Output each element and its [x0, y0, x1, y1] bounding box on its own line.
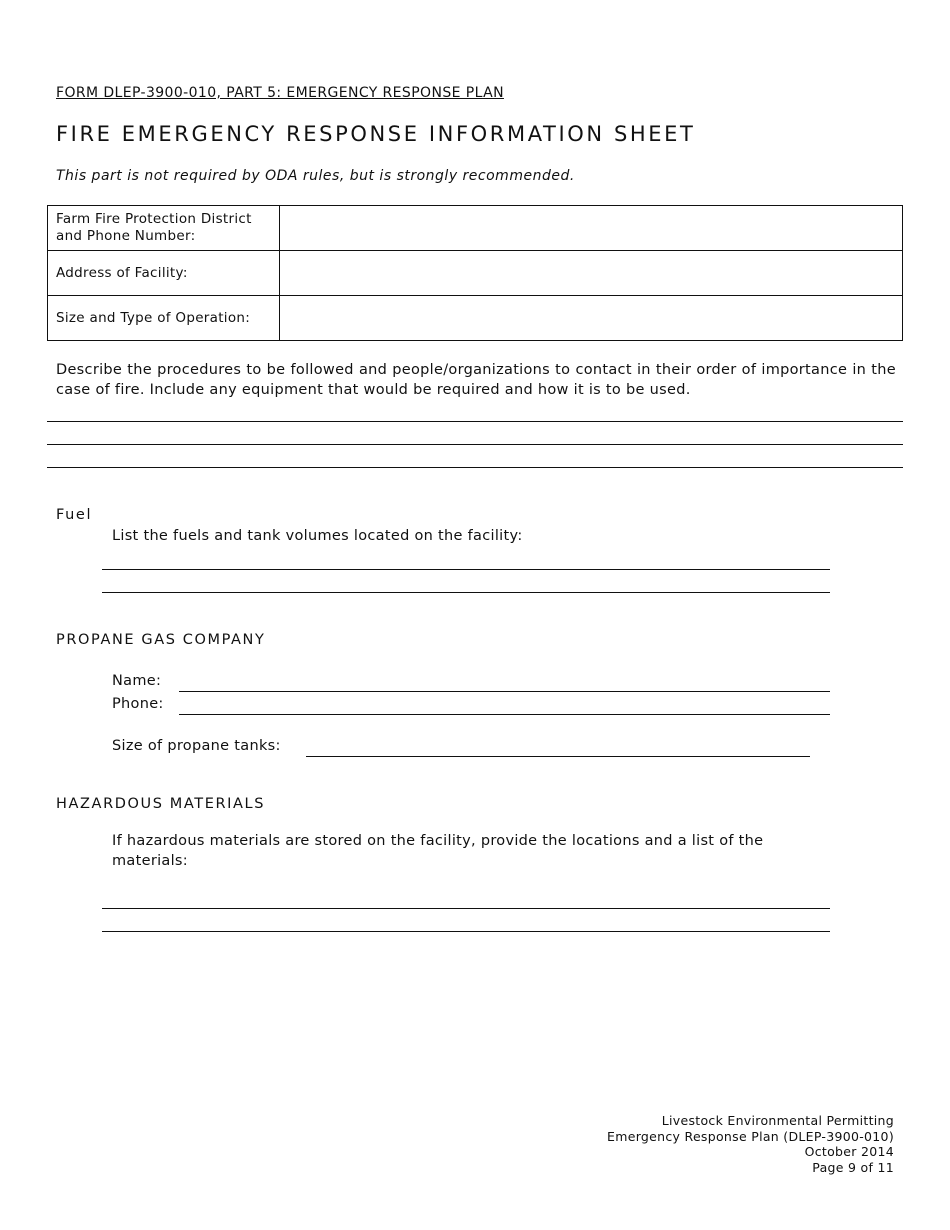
propane-tanks-field[interactable]	[306, 756, 810, 757]
table-row	[48, 296, 903, 341]
fuel-heading: Fuel	[56, 507, 93, 523]
fuel-answer-line[interactable]	[102, 592, 830, 593]
hazardous-answer-line[interactable]	[102, 931, 830, 932]
procedures-answer-line[interactable]	[47, 444, 903, 445]
facility-address-label: Address of Facility:	[48, 251, 280, 296]
footer-program: Livestock Environmental Permitting	[661, 1113, 894, 1128]
footer-document: Emergency Response Plan (DLEP-3900-010)	[607, 1128, 894, 1144]
fire-district-field[interactable]	[280, 206, 903, 251]
propane-name-label: Name:	[112, 673, 162, 689]
procedures-answer-line[interactable]	[47, 467, 903, 468]
propane-phone-label: Phone:	[112, 696, 164, 712]
fire-district-label: Farm Fire Protection District and Phone Number:	[48, 206, 280, 251]
propane-heading: PROPANE GAS COMPANY	[56, 632, 266, 648]
footer-page-number: Page 9 of 11	[812, 1159, 894, 1175]
fuel-prompt: List the fuels and tank volumes located on the facility:	[112, 528, 523, 544]
form-identifier: FORM DLEP-3900-010, PART 5: EMERGENCY RESPONSE PLAN	[56, 85, 504, 101]
procedures-answer-line[interactable]	[47, 421, 903, 422]
hazardous-heading: HAZARDOUS MATERIALS	[56, 796, 266, 812]
procedures-instructions: Describe the procedures to be followed and people/organizations to contact in their order of importance in the case of fire. Include any equipment that would be required and how it is to be used.	[56, 362, 896, 398]
table-row	[48, 251, 903, 296]
facility-info-table	[47, 205, 903, 341]
hazardous-prompt: If hazardous materials are stored on the facility, provide the locations and a list of the materials:	[112, 833, 764, 869]
footer-date: October 2014	[804, 1144, 894, 1159]
page-title: FIRE EMERGENCY RESPONSE INFORMATION SHEET	[56, 122, 696, 146]
page-footer	[607, 1113, 894, 1175]
propane-tanks-label: Size of propane tanks:	[112, 738, 281, 754]
propane-name-field[interactable]	[179, 691, 830, 692]
page-subtitle: This part is not required by ODA rules, but is strongly recommended.	[56, 168, 575, 184]
propane-phone-field[interactable]	[179, 714, 830, 715]
facility-address-field[interactable]	[280, 251, 903, 296]
operation-size-label: Size and Type of Operation:	[48, 296, 280, 341]
hazardous-answer-line[interactable]	[102, 908, 830, 909]
fuel-answer-line[interactable]	[102, 569, 830, 570]
operation-size-field[interactable]	[280, 296, 903, 341]
table-row	[48, 206, 903, 251]
